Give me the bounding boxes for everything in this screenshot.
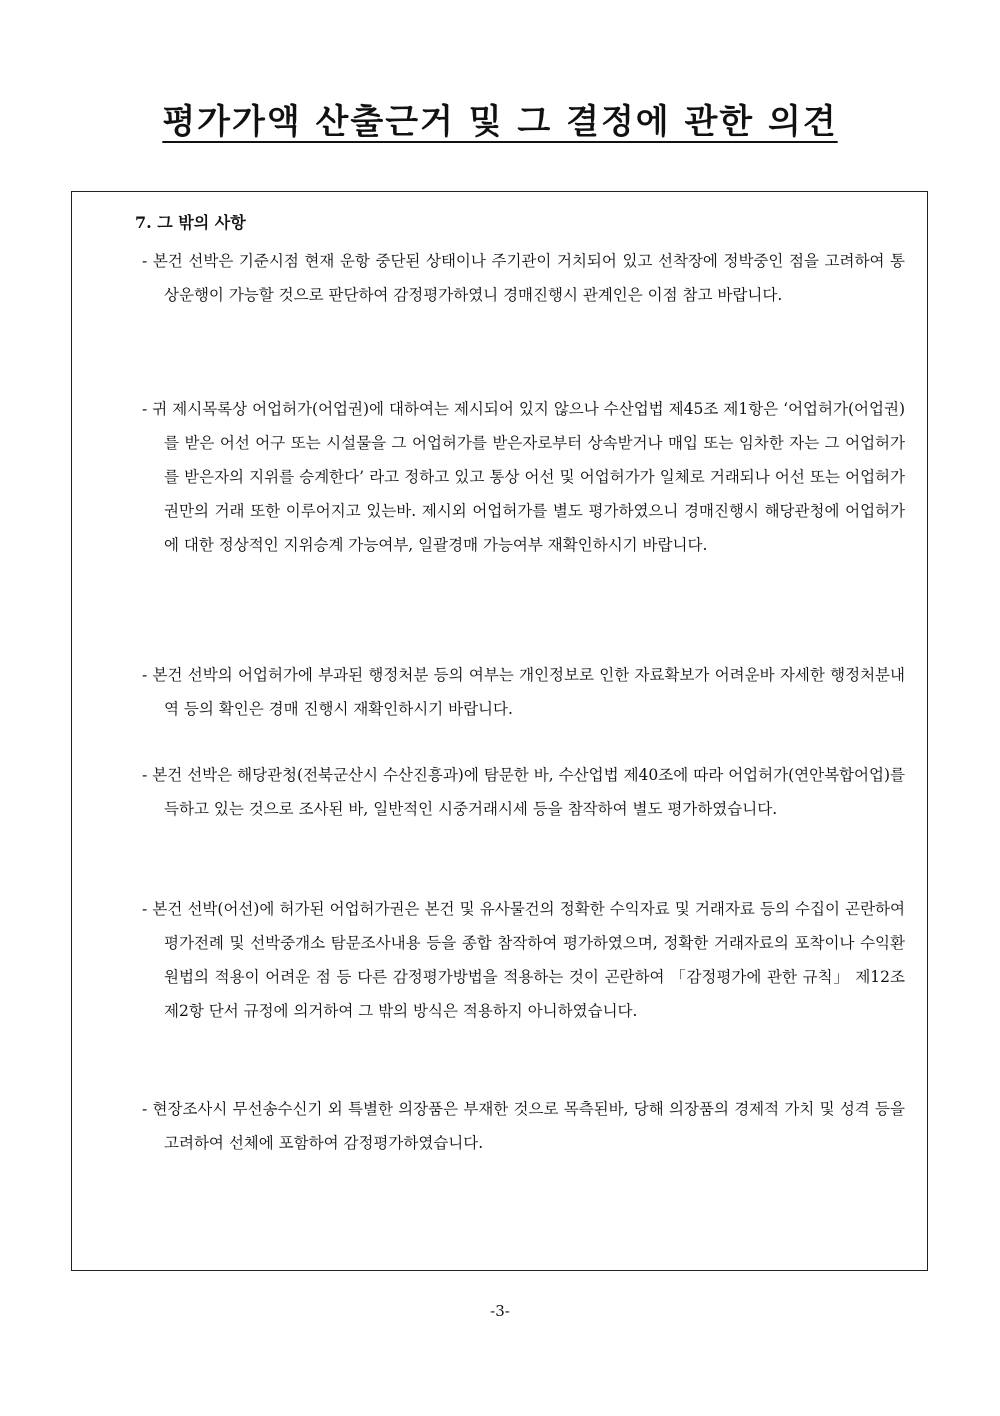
section-heading: 7. 그 밖의 사항 xyxy=(135,213,246,232)
page-title-text: 평가가액 산출근거 및 그 결정에 관한 의견 xyxy=(162,102,838,142)
paragraph-valuation-method: - 본건 선박(어선)에 허가된 어업허가권은 본건 및 유사물건의 정확한 수익자료 및 거래자료 등의 수집이 곤란하여 평가전례 및 선박중개소 탐문조사내용 등을 종합 참작하여 평가하였으며, 정확한 거래자료의 포착이나 수익환원법의 적용이 어려운 점 등 다른 감정평가방법을 적용하는 것이 곤란하여 「감정평가에 관한 규칙」 제12조 제2항 단서 규정에 의거하여 그 밖의 방식은 적용하지 아니하였습니다. xyxy=(142,900,905,1020)
paragraph-administrative-action: - 본건 선박의 어업허가에 부과된 행정처분 등의 여부는 개인정보로 인한 자료확보가 어려운바 자세한 행정처분내역 등의 확인은 경매 진행시 재확인하시기 바랍니다. xyxy=(142,666,905,718)
content-box xyxy=(71,191,928,1271)
paragraph-vessel-status: - 본건 선박은 기준시점 현재 운항 중단된 상태이나 주기관이 거치되어 있고 선착장에 정박중인 점을 고려하여 통상운행이 가능할 것으로 판단하여 감정평가하였니 경매진행시 관계인은 이점 참고 바랍니다. xyxy=(142,252,905,304)
page-title xyxy=(0,96,1000,148)
paragraph-equipment: - 현장조사시 무선송수신기 외 특별한 의장품은 부재한 것으로 목측된바, 당해 의장품의 경제적 가치 및 성격 등을 고려하여 선체에 포함하여 감정평가하였습니다. xyxy=(142,1100,905,1152)
paragraph-license-inquiry: - 본건 선박은 해당관청(전북군산시 수산진흥과)에 탐문한 바, 수산업법 제40조에 따라 어업허가(연안복합어업)를 득하고 있는 것으로 조사된 바, 일반적인 시중거래시세 등을 참작하여 별도 평가하였습니다. xyxy=(142,766,905,818)
paragraph-fishing-license: - 귀 제시목록상 어업허가(어업권)에 대하여는 제시되어 있지 않으나 수산업법 제45조 제1항은 ‘어업허가(어업권)를 받은 어선 어구 또는 시설물을 그 어업허가를 받은자로부터 상속받거나 매입 또는 임차한 자는 그 어업허가를 받은자의 지위를 승계한다’ 라고 정하고 있고 통상 어선 및 어업허가가 일체로 거래되나 어선 또는 어업허가권만의 거래 또한 이루어지고 있는바. 제시외 어업허가를 별도 평가하였으니 경매진행시 해당관청에 어업허가에 대한 정상적인 지위승계 가능여부, 일괄경매 가능여부 재확인하시기 바랍니다. xyxy=(142,400,905,554)
page-number: -3- xyxy=(490,1302,510,1320)
